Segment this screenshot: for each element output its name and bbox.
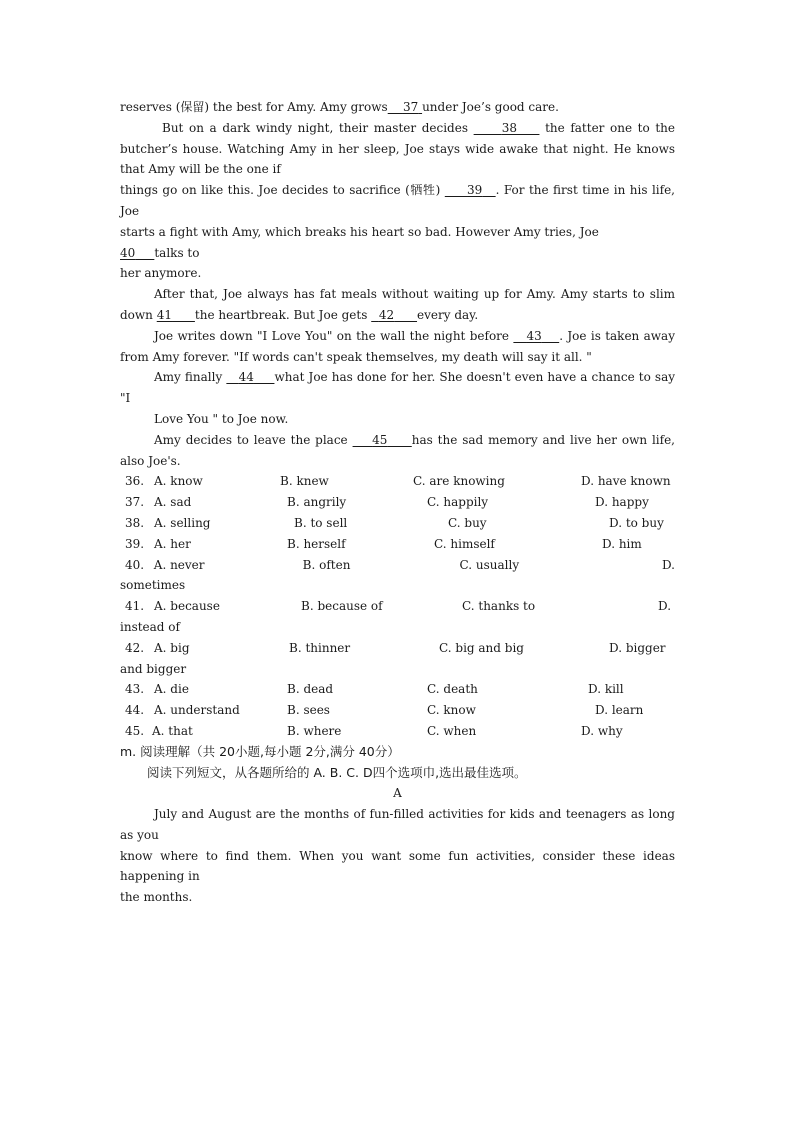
blank-43: 43 <box>526 328 542 343</box>
passage-paragraph-4: Joe writes down "I Love You" on the wall the night before 43 . Joe is taken away from Amy forever. "If words can't speak themselves, my death will say it all. " <box>120 328 675 364</box>
option-row-43: 43. A. die B. dead C. death D. kill <box>125 682 624 697</box>
section-instruction: 阅读下列短文，从各题所给的 A. B. C. D四个选项巾,选出最佳选项。 <box>147 764 527 780</box>
option-row-41: 41. A. because B. because of C. thanks to D. instead of <box>120 599 672 634</box>
option-row-36: 36. A. know B. knew C. are knowing D. have known <box>125 474 671 489</box>
reading-paragraph: July and August are the months of fun-filled activities for kids and teenagers as long as you <box>120 807 675 842</box>
blank-40: 40 <box>120 245 136 260</box>
option-row-44: 44. A. understand B. sees C. know D. learn <box>125 703 644 718</box>
option-row-38: 38. A. selling B. to sell C. buy D. to buy <box>125 515 664 530</box>
passage-paragraph-3: After that, Joe always has fat meals without waiting up for Amy. Amy starts to slim down 41 the heartbreak. But Joe gets 42 every day. <box>120 287 675 322</box>
passage-line-1: reserves (保留) the best for Amy. Amy grows 37 under Joe’s good care. <box>120 100 559 114</box>
section-heading: m. 阅读理解（共 20小题,每小题 2分,满分 40分） <box>120 743 400 759</box>
passage-paragraph-2: But on a dark windy night, their master decides 38 the fatter one to the butcher’s house. Watching Amy in her sleep, Joe stays wide awake that night. He knows that Amy will be the one if <box>120 120 675 177</box>
option-row-37: 37. A. sad B. angrily C. happily D. happy <box>125 495 649 510</box>
blank-37: 37 <box>402 100 419 114</box>
blank-44: 44 <box>238 370 254 385</box>
reading-paragraph-cont: know where to find them. When you want some fun activities, consider these ideas happening in the months. <box>120 848 675 905</box>
option-row-42: 42. A. big B. thinner C. big and big D. bigger and bigger <box>120 640 666 676</box>
option-row-45: 45. A. that B. where C. when D. why <box>125 723 623 738</box>
options-list <box>120 471 675 741</box>
blank-41: 41 <box>156 307 173 322</box>
passage-letter: A <box>393 786 402 801</box>
blank-38: 38 <box>501 120 517 135</box>
option-row-40: 40. A. never B. often C. usually D. sometimes <box>120 557 675 593</box>
passage-paragraph-5: Amy finally 44 what Joe has done for her. She doesn't even have a chance to say "I Love You " to Joe now. <box>120 370 676 426</box>
passage-paragraph-2-cont: things go on like this. Joe decides to sacrifice (牺牲) 39 . For the first time in his life, Joe <box>120 183 675 218</box>
passage-paragraph-6: Amy decides to leave the place 45 has the sad memory and live her own life, also Joe's. <box>120 432 675 468</box>
document-page <box>120 97 675 908</box>
passage-paragraph-2-cont2: starts a fight with Amy, which breaks his heart so bad. However Amy tries, Joe 40 talks to her anymore. <box>120 224 599 281</box>
option-row-39: 39. A. her B. herself C. himself D. him <box>125 536 642 551</box>
blank-42: 42 <box>378 307 395 322</box>
blank-39: 39 <box>467 183 483 198</box>
blank-45: 45 <box>372 432 388 447</box>
